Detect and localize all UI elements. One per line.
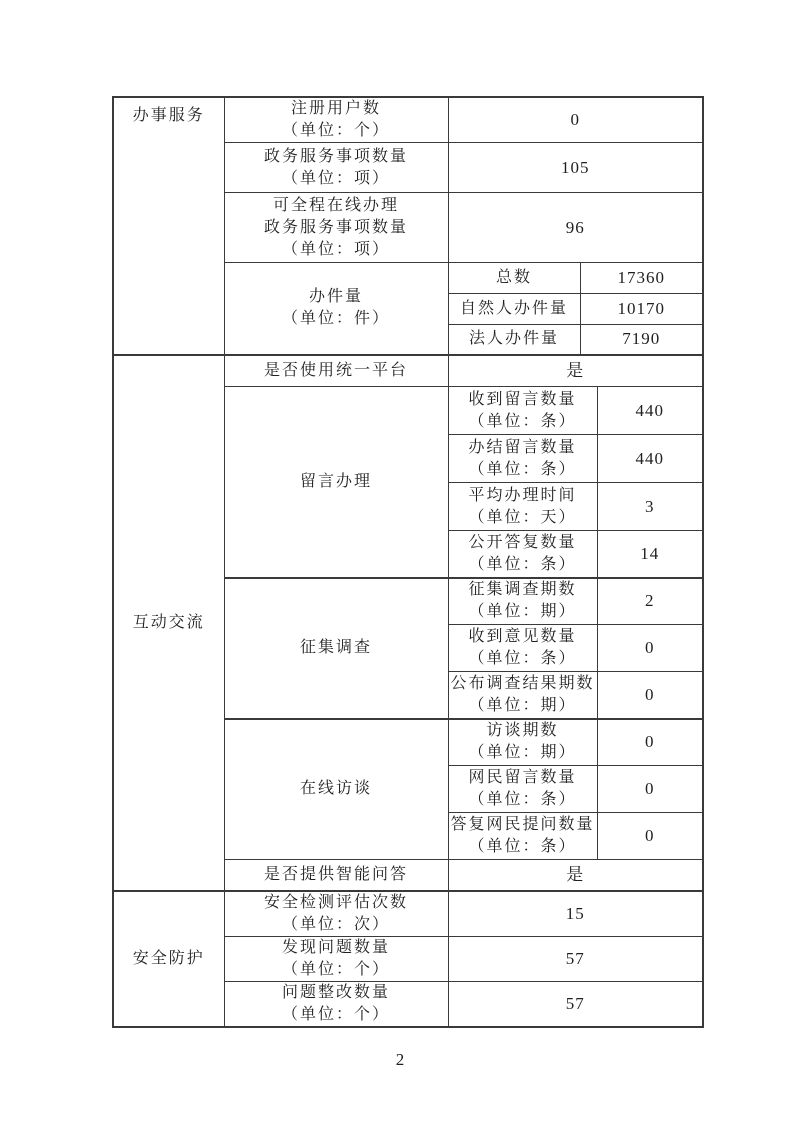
sub-metric-unit: （单位：期） (468, 603, 577, 621)
sub-metric-value: 7190 (580, 325, 703, 355)
metric-label: 安全检测评估次数 (263, 893, 408, 911)
sub-metric-value: 0 (597, 766, 703, 813)
section-cell-hudongjiaoliu: 互动交流 (113, 355, 224, 891)
metric-label-cell (224, 936, 448, 981)
sub-metric-value: 0 (597, 672, 703, 719)
metric-label: 征集调查 (299, 639, 372, 656)
sub-metric-label: 访谈期数 (486, 722, 559, 740)
metric-label: 可全程在线办理 (272, 196, 399, 214)
sub-metric-label-cell (448, 531, 597, 578)
sub-metric-label-cell (448, 435, 597, 483)
metric-value: 57 (448, 981, 703, 1027)
metric-value: 57 (448, 936, 703, 981)
metric-value: 是 (448, 355, 703, 387)
metric-label-cell (224, 719, 448, 860)
sub-metric-label: 收到留言数量 (468, 390, 577, 408)
metric-unit: （单位：个） (281, 1005, 390, 1023)
sub-metric-unit: （单位：条） (468, 650, 577, 667)
metric-label-cell (224, 578, 448, 719)
sub-metric-label-cell (448, 766, 597, 813)
metric-unit: （单位：项） (281, 240, 390, 258)
metric-label: 是否提供智能问答 (263, 865, 408, 883)
metric-label: 办件量 (308, 288, 363, 306)
sub-metric-value: 0 (597, 625, 703, 672)
metric-label-cell (224, 891, 448, 937)
sub-metric-label: 公布调查结果期数 (450, 674, 595, 692)
page-number: 2 (395, 1050, 405, 1069)
metric-unit: （单位：项） (281, 169, 390, 187)
metric-label-cell (224, 143, 448, 193)
sub-metric-value: 10170 (580, 294, 703, 325)
sub-metric-value: 3 (597, 483, 703, 531)
sub-metric-unit: （单位：天） (468, 508, 577, 526)
sub-metric-label-cell (448, 625, 597, 672)
sub-metric-value: 17360 (580, 263, 703, 294)
metric-label: 注册用户数 (290, 100, 381, 117)
metric-label: 发现问题数量 (281, 938, 390, 956)
sub-metric-label: 办结留言数量 (468, 438, 577, 456)
sub-metric-unit: （单位：条） (468, 412, 577, 430)
metric-label: 留言办理 (299, 472, 372, 490)
metric-label: 在线访谈 (299, 780, 372, 798)
sub-metric-value: 440 (597, 387, 703, 435)
section-cell-anquanfanghu: 安全防护 (113, 891, 224, 1027)
metric-value: 105 (448, 143, 703, 193)
sub-metric-label-cell (448, 813, 597, 860)
sub-metric-label: 平均办理时间 (468, 486, 577, 504)
metric-label-cell (224, 860, 448, 891)
metric-label: 政务服务事项数量 (263, 147, 408, 165)
metric-label-cell (224, 97, 448, 143)
metric-value: 是 (448, 860, 703, 891)
sub-metric-value: 14 (597, 531, 703, 578)
sub-metric-label: 公开答复数量 (468, 533, 577, 551)
sub-metric-unit: （单位：期） (468, 696, 577, 714)
metric-unit: （单位：个） (281, 122, 390, 139)
sub-metric-label: 网民留言数量 (468, 769, 577, 786)
sub-metric-unit: （单位：条） (468, 838, 577, 855)
sub-metric-label-cell (448, 578, 597, 625)
sub-metric-label: 收到意见数量 (468, 628, 577, 645)
sub-metric-value: 0 (597, 813, 703, 860)
sub-metric-unit: （单位：条） (468, 791, 577, 808)
sub-metric-label: 总数 (448, 263, 580, 294)
metric-unit: （单位：次） (281, 915, 390, 933)
metric-value: 15 (448, 891, 703, 937)
sub-metric-label-cell (448, 672, 597, 719)
metric-unit: （单位：个） (281, 960, 390, 978)
sub-metric-label: 征集调查期数 (468, 581, 577, 599)
metric-label-cell (224, 193, 448, 263)
sub-metric-label-cell (448, 719, 597, 766)
metric-label: 政务服务事项数量 (263, 218, 408, 236)
sub-metric-unit: （单位：期） (468, 744, 577, 762)
sub-metric-label-cell (448, 387, 597, 435)
sub-metric-unit: （单位：条） (468, 555, 577, 573)
section-cell-banshifuwu: 办事服务 (113, 97, 224, 355)
sub-metric-value: 440 (597, 435, 703, 483)
metric-label: 问题整改数量 (281, 983, 390, 1001)
sub-metric-value: 0 (597, 719, 703, 766)
metric-label-cell (224, 981, 448, 1027)
metric-label-cell (224, 387, 448, 578)
metric-label: 是否使用统一平台 (263, 361, 408, 379)
sub-metric-label-cell (448, 483, 597, 531)
metric-value: 0 (448, 97, 703, 143)
sub-metric-label: 自然人办件量 (448, 294, 580, 325)
metric-value: 96 (448, 193, 703, 263)
sub-metric-unit: （单位：条） (468, 460, 577, 478)
metric-label-cell (224, 355, 448, 387)
sub-metric-value: 2 (597, 578, 703, 625)
sub-metric-label: 答复网民提问数量 (450, 816, 595, 833)
annual-report-table (112, 96, 704, 1028)
metric-label-cell (224, 263, 448, 355)
sub-metric-label: 法人办件量 (448, 325, 580, 355)
metric-unit: （单位：件） (281, 310, 390, 328)
